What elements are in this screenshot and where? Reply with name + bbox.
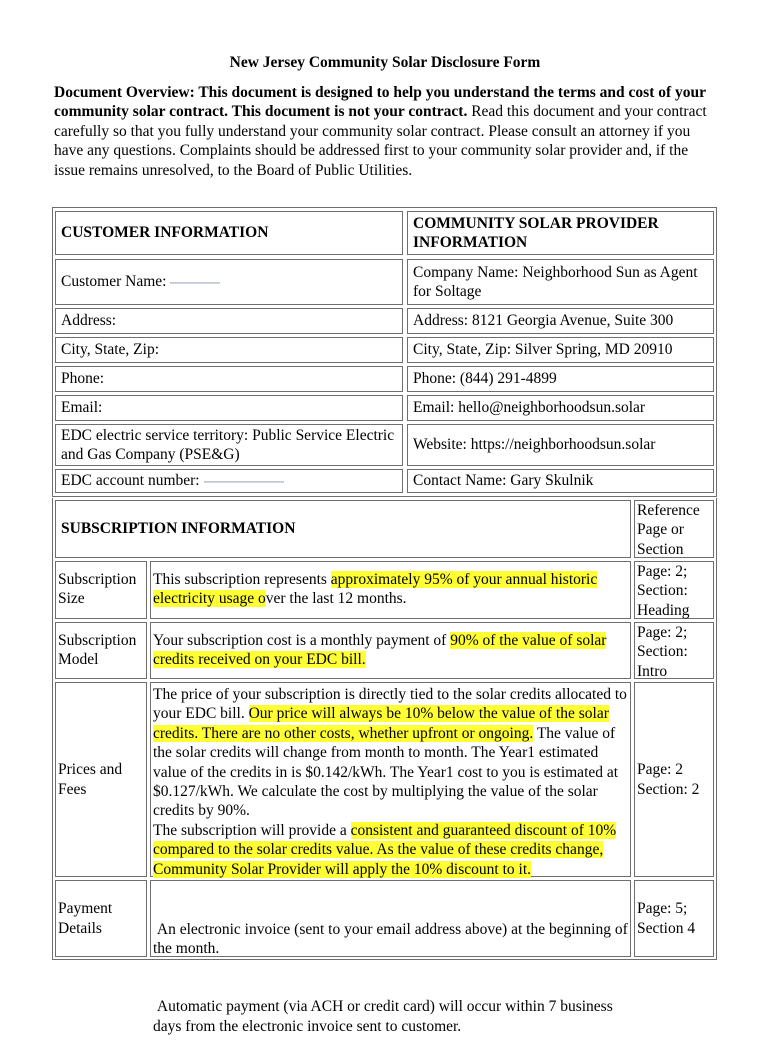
customer-phone-label: Phone: [61, 370, 105, 388]
subscription-size-ref-cell [634, 561, 714, 619]
provider-company [407, 259, 714, 305]
prices-paragraph-1 [153, 685, 628, 821]
provider-contact [407, 469, 714, 493]
form-title: New Jersey Community Solar Disclosure Form [229, 54, 541, 71]
prices-p2-pre: The subscription will provide a [153, 821, 351, 839]
prices-label-cell [55, 682, 147, 877]
redacted-value [204, 481, 284, 483]
payment-label: Payment Details [58, 900, 113, 937]
payment-label-cell [55, 880, 147, 957]
provider-email [407, 395, 714, 421]
customer-edc-territory [55, 424, 403, 466]
customer-edc-account-field[interactable] [55, 469, 403, 493]
prices-ref-cell [634, 682, 714, 877]
subscription-size-text-cell [150, 561, 631, 619]
customer-info-header [55, 211, 403, 255]
model-text-pre: Your subscription cost is a monthly payment of [153, 632, 451, 649]
prices-ref: Page: 2 Section: 2 [637, 761, 700, 798]
prices-p1-post: The value of the solar credits will change from month to month. The Year1 estimated value of the credits in is $0.142/kWh. The Year1 cost to you is estimated at $0.127/kWh. We calculate the cost by multiplying the value of the solar credits by 90%. [153, 724, 619, 820]
redacted-value [170, 282, 220, 284]
subscription-header-label: SUBSCRIPTION INFORMATION [61, 520, 296, 538]
customer-city-label: City, State, Zip: [61, 341, 160, 359]
provider-address [407, 308, 714, 334]
customer-email-field[interactable] [55, 395, 403, 421]
provider-city [407, 337, 714, 363]
size-text-pre: This subscription represents [153, 571, 331, 588]
payment-ref: Page: 5; Section 4 [637, 900, 696, 937]
provider-header-label: COMMUNITY SOLAR PROVIDER INFORMATION [413, 214, 659, 251]
subscription-model-label: Subscription Model [58, 632, 137, 669]
provider-email-text: Email: hello@neighborhoodsun.solar [413, 399, 646, 417]
provider-contact-text: Contact Name: Gary Skulnik [413, 472, 594, 490]
subscription-info-header [55, 500, 631, 558]
document-overview [54, 83, 722, 180]
provider-phone-text: Phone: (844) 291-4899 [413, 370, 557, 388]
subscription-model-label-cell [55, 622, 147, 679]
subscription-size-label: Subscription Size [58, 571, 137, 608]
subscription-size-label-cell [55, 561, 147, 619]
edc-account-label: EDC account number: [61, 472, 200, 490]
overview-text: Read this document and your contract carefully so that you fully understand your community solar contract. Please consult an attorney if you have any questions. Complaints should be addressed first to your community solar provider and, if the issue remains unresolved, to the Board of Public Utilities. [54, 103, 707, 179]
size-text-post: ver the last 12 months. [265, 590, 407, 608]
customer-address-label: Address: [61, 312, 117, 330]
prices-label: Prices and Fees [58, 761, 123, 798]
provider-phone [407, 366, 714, 392]
model-highlight: 90% of the value of solar credits received on your EDC bill. [153, 632, 607, 669]
customer-name-field[interactable] [55, 259, 403, 305]
payment-line-1: An electronic invoice (sent to your email address above) at the beginning of the month. [153, 920, 632, 958]
provider-address-text: Address: 8121 Georgia Avenue, Suite 300 [413, 312, 674, 330]
subscription-model-text-cell [150, 622, 631, 679]
customer-city-field[interactable] [55, 337, 403, 363]
provider-website-text: Website: https://neighborhoodsun.solar [413, 436, 656, 454]
prices-p2-highlight: consistent and guaranteed discount of 10% compared to the solar credits value. As the value of these credits change, Community Solar Provider will apply the 10% discount to it. [153, 821, 617, 878]
size-highlight: approximately 95% of your annual historic electricity usage o [153, 571, 598, 608]
subscription-model-ref-cell [634, 622, 714, 679]
customer-name-label: Customer Name: [61, 273, 167, 291]
prices-text-cell [150, 682, 631, 877]
reference-header [634, 500, 714, 558]
payment-text-cell [150, 880, 632, 1035]
provider-city-text: City, State, Zip: Silver Spring, MD 20910 [413, 341, 673, 359]
payment-line-2: Automatic payment (via ACH or credit card) will occur within 7 business days from the electronic invoice sent to customer. [153, 998, 617, 1035]
provider-company-text: Company Name: Neighborhood Sun as Agent for Soltage [413, 263, 698, 300]
model-ref: Page: 2; Section: Intro [637, 624, 688, 680]
size-ref: Page: 2; Section: Heading [637, 563, 690, 619]
provider-website [407, 424, 714, 466]
customer-phone-field[interactable] [55, 366, 403, 392]
payment-ref-cell [634, 880, 714, 957]
prices-p1-highlight: Our price will always be 10% below the value of the solar credits. There are no other costs, whether upfront or ongoing. [153, 705, 609, 742]
reference-header-label: Reference Page or Section [637, 502, 700, 558]
customer-email-label: Email: [61, 399, 103, 417]
customer-header-label: CUSTOMER INFORMATION [61, 224, 269, 242]
prices-paragraph-2 [153, 821, 628, 879]
edc-territory-text: EDC electric service territory: Public Service Electric and Gas Company (PSE&G) [61, 426, 395, 463]
overview-bold: Document Overview: This document is designed to help you understand the terms and cost of your community solar contract. This document is not your contract. [54, 84, 706, 121]
provider-info-header [407, 211, 714, 255]
prices-p1-pre: The price of your subscription is directly tied to the solar credits allocated to your EDC bill. [153, 686, 627, 723]
customer-address-field[interactable] [55, 308, 403, 334]
